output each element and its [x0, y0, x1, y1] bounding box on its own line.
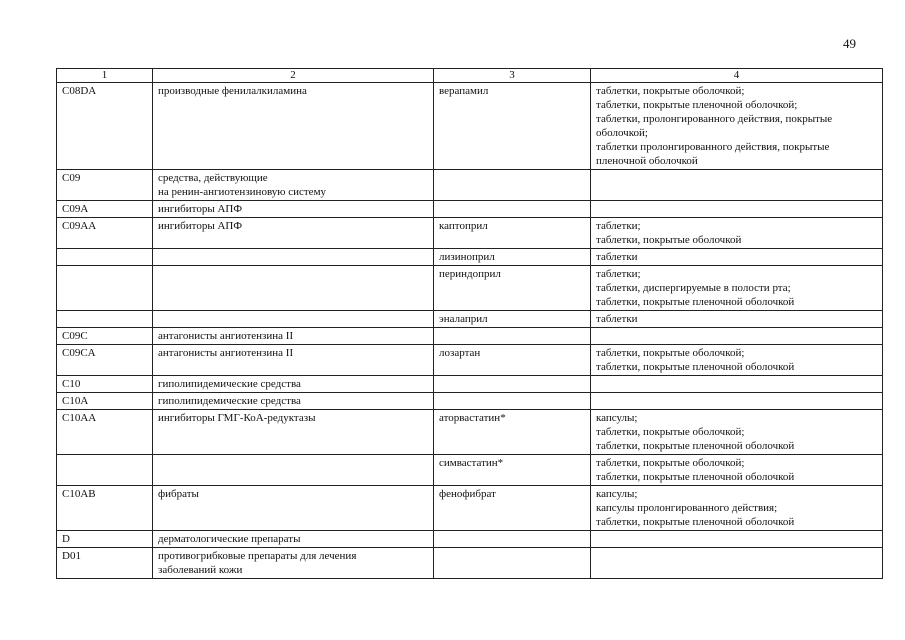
group-name-line: ингибиторы АПФ [158, 203, 243, 215]
table-row [57, 455, 883, 486]
group-name-cell [153, 345, 434, 376]
dosage-form-line: оболочкой; [596, 127, 648, 139]
drug-name-cell: лозартан [434, 345, 591, 376]
column-header: 2 [153, 69, 434, 83]
group-name-line: антагонисты ангиотензина II [158, 330, 294, 342]
table-row [57, 345, 883, 376]
atc-code-cell: C10AA [57, 410, 153, 455]
group-name-cell [153, 83, 434, 170]
group-name-line: фибраты [158, 488, 199, 500]
table-row [57, 201, 883, 218]
atc-code-cell: C09C [57, 328, 153, 345]
dosage-form-line: таблетки [596, 313, 638, 325]
atc-code-cell: C09AA [57, 218, 153, 249]
drug-name-cell [434, 393, 591, 410]
group-name-line: производные фенилалкиламина [158, 85, 307, 97]
table-header-row [57, 69, 883, 83]
dosage-forms-cell [591, 410, 883, 455]
group-name-line: противогрибковые препараты для лечения [158, 550, 357, 562]
dosage-form-line: таблетки, покрытые оболочкой; [596, 457, 745, 469]
table-row [57, 83, 883, 170]
group-name-cell [153, 393, 434, 410]
group-name-cell [153, 410, 434, 455]
table-row [57, 393, 883, 410]
group-name-line: ингибиторы ГМГ-КоА-редуктазы [158, 412, 316, 424]
table-row [57, 531, 883, 548]
group-name-line: заболеваний кожи [158, 564, 243, 576]
drug-name-cell: фенофибрат [434, 486, 591, 531]
group-name-cell [153, 376, 434, 393]
atc-code-cell: C09A [57, 201, 153, 218]
dosage-form-line: таблетки, покрытые пленочной оболочкой [596, 296, 795, 308]
table-row [57, 328, 883, 345]
atc-code-cell [57, 266, 153, 311]
table-row [57, 249, 883, 266]
group-name-cell [153, 218, 434, 249]
table-row [57, 376, 883, 393]
table-row [57, 311, 883, 328]
group-name-line: гиполипидемические средства [158, 378, 301, 390]
dosage-forms-cell [591, 266, 883, 311]
drug-name-cell: периндоприл [434, 266, 591, 311]
group-name-cell [153, 170, 434, 201]
group-name-cell [153, 201, 434, 218]
dosage-form-line: таблетки [596, 251, 638, 263]
drug-name-cell [434, 376, 591, 393]
table-row [57, 218, 883, 249]
group-name-line: на ренин-ангиотензиновую систему [158, 186, 327, 198]
dosage-forms-cell [591, 393, 883, 410]
table-body [57, 83, 883, 579]
dosage-forms-cell [591, 345, 883, 376]
drug-name-cell [434, 548, 591, 579]
dosage-form-line: таблетки, покрытые пленочной оболочкой [596, 440, 795, 452]
atc-code-cell [57, 311, 153, 328]
dosage-forms-cell [591, 531, 883, 548]
dosage-forms-cell [591, 201, 883, 218]
atc-code-cell: D [57, 531, 153, 548]
atc-code-cell: D01 [57, 548, 153, 579]
dosage-form-line: капсулы пролонгированного действия; [596, 502, 778, 514]
atc-code-cell: C10 [57, 376, 153, 393]
dosage-form-line: таблетки, покрытые оболочкой [596, 234, 742, 246]
group-name-cell [153, 455, 434, 486]
table-row [57, 548, 883, 579]
table-row [57, 266, 883, 311]
atc-code-cell: C10A [57, 393, 153, 410]
dosage-forms-cell [591, 455, 883, 486]
page-number: 49 [843, 36, 856, 51]
dosage-form-line: таблетки; [596, 220, 641, 232]
dosage-form-line: таблетки, покрытые пленочной оболочкой [596, 516, 795, 528]
dosage-form-line: таблетки, покрытые пленочной оболочкой [596, 361, 795, 373]
table-row [57, 486, 883, 531]
group-name-line: гиполипидемические средства [158, 395, 301, 407]
atc-code-cell [57, 455, 153, 486]
table-row [57, 170, 883, 201]
group-name-line: ингибиторы АПФ [158, 220, 243, 232]
column-header: 1 [57, 69, 153, 83]
dosage-forms-cell [591, 249, 883, 266]
group-name-line: антагонисты ангиотензина II [158, 347, 294, 359]
dosage-forms-cell [591, 218, 883, 249]
dosage-forms-cell [591, 170, 883, 201]
group-name-line: средства, действующие [158, 172, 268, 184]
dosage-form-line: таблетки, пролонгированного действия, покрытые [596, 113, 833, 125]
atc-code-cell: C09 [57, 170, 153, 201]
dosage-forms-cell [591, 311, 883, 328]
drug-name-cell: лизиноприл [434, 249, 591, 266]
dosage-form-line: таблетки, покрытые оболочкой; [596, 426, 745, 438]
dosage-form-line: таблетки, покрытые пленочной оболочкой; [596, 99, 798, 111]
dosage-form-line: пленочной оболочкой [596, 155, 698, 167]
group-name-cell [153, 328, 434, 345]
dosage-form-line: таблетки, покрытые пленочной оболочкой [596, 471, 795, 483]
dosage-form-line: таблетки; [596, 268, 641, 280]
table-row [57, 410, 883, 455]
drug-table [56, 68, 883, 579]
dosage-forms-cell [591, 376, 883, 393]
drug-name-cell [434, 531, 591, 548]
drug-name-cell: эналаприл [434, 311, 591, 328]
group-name-cell [153, 249, 434, 266]
group-name-line: дерматологические препараты [158, 533, 301, 545]
drug-name-cell: симвастатин* [434, 455, 591, 486]
drug-name-cell [434, 328, 591, 345]
group-name-cell [153, 486, 434, 531]
atc-code-cell: C08DA [57, 83, 153, 170]
dosage-form-line: капсулы; [596, 412, 638, 424]
dosage-forms-cell [591, 548, 883, 579]
dosage-forms-cell [591, 328, 883, 345]
atc-code-cell [57, 249, 153, 266]
column-header: 4 [591, 69, 883, 83]
drug-name-cell [434, 170, 591, 201]
drug-name-cell: верапамил [434, 83, 591, 170]
atc-code-cell: C10AB [57, 486, 153, 531]
drug-name-cell: каптоприл [434, 218, 591, 249]
dosage-form-line: капсулы; [596, 488, 638, 500]
group-name-cell [153, 311, 434, 328]
group-name-cell [153, 531, 434, 548]
group-name-cell [153, 266, 434, 311]
dosage-forms-cell [591, 83, 883, 170]
dosage-forms-cell [591, 486, 883, 531]
column-header: 3 [434, 69, 591, 83]
group-name-cell [153, 548, 434, 579]
drug-name-cell: аторвастатин* [434, 410, 591, 455]
dosage-form-line: таблетки, диспергируемые в полости рта; [596, 282, 791, 294]
dosage-form-line: таблетки, покрытые оболочкой; [596, 85, 745, 97]
dosage-form-line: таблетки пролонгированного действия, покрытые [596, 141, 830, 153]
atc-code-cell: C09CA [57, 345, 153, 376]
drug-name-cell [434, 201, 591, 218]
dosage-form-line: таблетки, покрытые оболочкой; [596, 347, 745, 359]
